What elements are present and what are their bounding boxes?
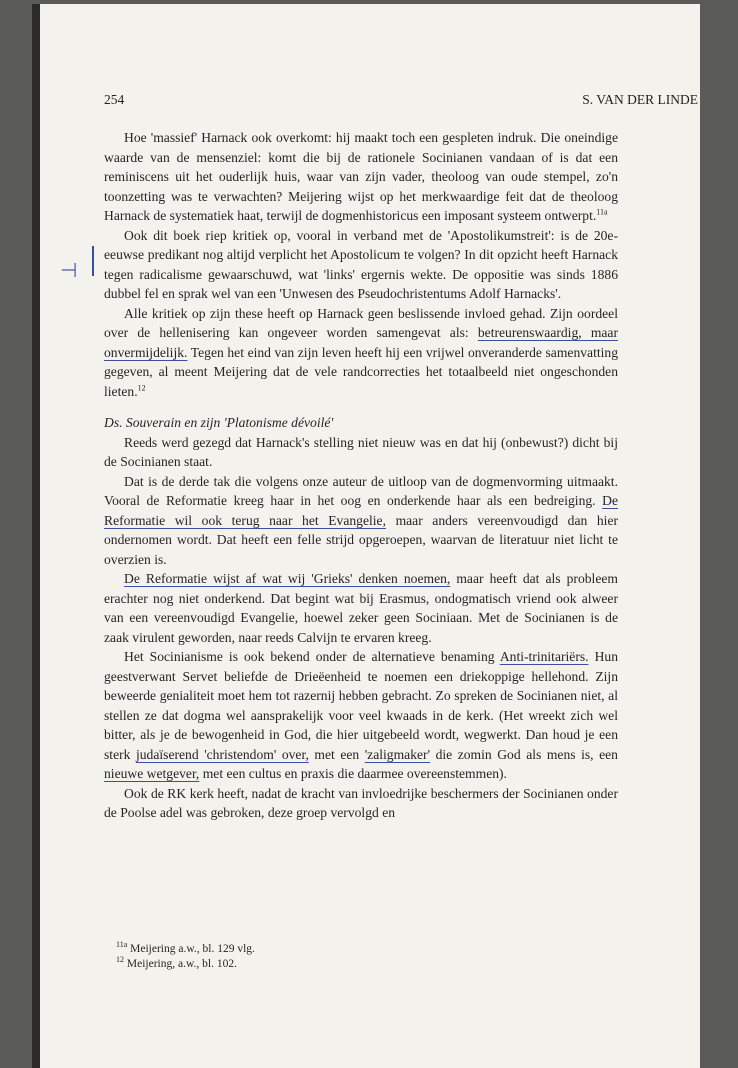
section-paragraph-2: Dat is de derde tak die volgens onze auteur de uitloop van de dogmenvorming uitmaakt. Vooral de Reformatie kreeg haar in het oog en onderkende haar als een bedreiging. De Reformatie wil ook terug naar het Evangelie, maar anders vereenvoudigd dan hier ondernomen wordt. Dat heeft een felle strijd opgeroepen, waarvan de literatuur niet licht te overzien is. <box>104 473 619 567</box>
section-paragraph-3: De Reformatie wijst af wat wij 'Grieks' denken noemen, maar heeft dat als probleem erachter nog niet onderkend. Dat begint wat bij Erasmus, ondogmatisch vriend ook alweer van een vereenvoudigd Evangelie, hoewel zeker geen Sociniaan. Met de Socinianen is de zaak virulent geworden, naar reeds Calvijn te ervaren kreeg. <box>104 571 618 645</box>
section-title: Ds. Souverain en zijn 'Platonisme dévoilé' <box>104 415 334 430</box>
page-number: 254 <box>104 92 125 107</box>
paragraph-1: Hoe 'massief' Harnack ook overkomt: hij maakt toch een gespleten indruk. Die oneindige waarde van de mensenziel: komt die bij de rationele Socinianen vandaan of is dat een reminiscens uit het ouderlijk huis, waar van zijn vader, theoloog van oude stempel, zo'n toonzetting was te verwachten? Meijering wijst op het merkwaardige feit dat de theoloog Harnack de systematiek haat, terwijl de dogmenhistoricus een imposant systeem ontwerpt.$^{11a}$ <box>104 130 618 223</box>
paragraph-2: Ook dit boek riep kritiek op, vooral in verband met de 'Apostolikumstreit': is de 20e-eeuwse predikant nog altijd verplicht het Apostolicum te volgen? In dit opzicht heeft Harnack tegen radicalisme gewaarschuwd, wat 'links' ergernis wekte. De oppositie was sinds 1886 dubbel fel en sprak wel van een 'Unwesen des Pseudochristentums Adolf Harnacks'. <box>104 227 618 301</box>
section-paragraph-4: Het Socinianisme is ook bekend onder de alternatieve benaming Anti-trinitariërs. Hun geestverwant Servet beliefde de Drieëenheid te noemen een driekoppige hellehond. Zijn beweerde genialiteit moet hem tot razernij hebben gebracht. Zo spreken de Socinianen niet, al stellen ze dat dogma wel aansprakelijk voor veel kwaads in de kerk. (Het wreekt zich wel bitter, als je de bewogenheid in God, die hier uitgebeeld wordt, wegwerkt. Dan houd je een sterk judaïserend 'christendom' over, met een 'zaligmaker' die zomin God als mens is, een nieuwe wetgever, met een cultus en praxis die daarmee overeenstemmen). <box>104 649 618 781</box>
section-paragraph-5: Ook de RK kerk heeft, nadat de kracht van invloedrijke beschermers der Socinianen onder de Poolse adel was gebroken, deze groep vervolgd en <box>104 785 618 820</box>
body-text <box>104 128 618 823</box>
margin-annotation: ⊣ <box>60 260 78 282</box>
footnotes <box>116 942 255 972</box>
paragraph-3: Alle kritiek op zijn these heeft op Harnack geen beslissende invloed gehad. Zijn oordeel over de hellenisering kan ongeveer worden samengevat als: betreurenswaardig, maar onvermijdelijk. Tegen het eind van zijn leven heeft hij een vrijwel onveranderde samenvatting gegeven, al meent Meijering dat de vele randcorrecties het totaalbeeld niet ongeschonden lieten.$^{12}$ <box>104 305 618 399</box>
footnote-11a: $^{11a}$ Meijering a.w., bl. 129 vlg. <box>116 940 255 955</box>
footnote-12: $^{12}$ Meijering, a.w., bl. 102. <box>116 955 237 970</box>
running-head: S. VAN DER LINDE <box>582 92 698 107</box>
footnote-ref-11a: 11a <box>596 207 608 217</box>
underlined-phrase: betreurenswaardig, maar onvermijdelijk. <box>104 325 618 360</box>
page-header <box>104 92 698 108</box>
section-paragraph-1: Reeds werd gezegd dat Harnack's stelling niet nieuw was en dat hij (onbewust?) dicht bij de Socinianen staat. <box>104 434 618 469</box>
margin-bracket <box>92 246 94 276</box>
footnote-ref-12: 12 <box>137 382 146 392</box>
